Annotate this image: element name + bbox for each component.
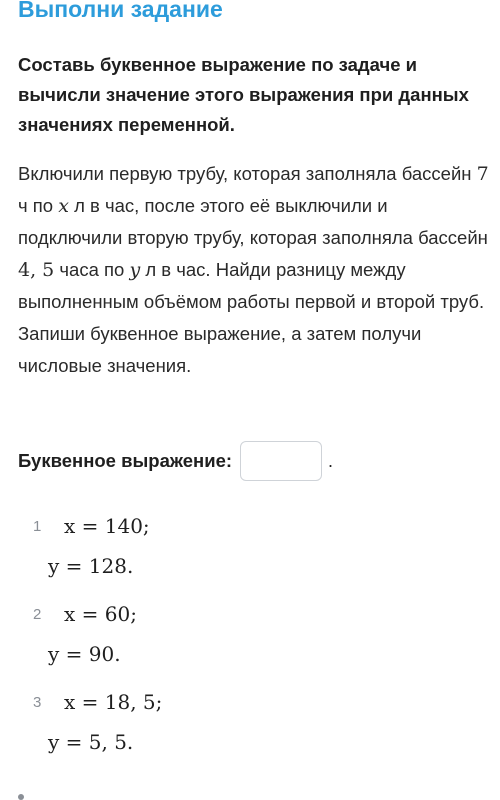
task-text-part: л в час. Найди разницу между выполненным объёмом работы первой и второй труб. Запиши буквенное выражение, а затем получи числовые значения. [18, 259, 485, 376]
option-number: 1 [33, 518, 42, 535]
expression-input[interactable] [240, 441, 322, 481]
option-y-value: y = 90. [48, 642, 121, 666]
page-title: Выполни задание [18, 0, 223, 22]
task-text-part: ч по [18, 195, 59, 216]
option-x-value: x = 60; [64, 602, 137, 626]
option-3[interactable] [0, 686, 500, 774]
option-2[interactable] [0, 598, 500, 686]
answer-trailing-dot: . [328, 450, 334, 471]
options-list [0, 510, 500, 774]
task-text-part: л в час, после этого её выключили и подключили вторую трубу, которая заполняла бассейн [18, 195, 488, 248]
task-math-hours-second: 4, 5 [18, 259, 55, 281]
task-math-hours-first: 7 [476, 163, 489, 185]
option-1[interactable] [0, 510, 500, 598]
option-number: 2 [33, 606, 42, 623]
answer-row [18, 438, 333, 484]
task-variable-y: y [129, 259, 141, 281]
option-number: 3 [33, 694, 42, 711]
task-heading: Составь буквенное выражение по задаче и вычисли значение этого выражения при данных значениях переменной. [18, 54, 469, 135]
option-x-value: x = 140; [64, 514, 150, 538]
task-text-part: Включили первую трубу, которая заполняла бассейн [18, 163, 477, 184]
option-y-value: y = 5, 5. [48, 730, 134, 754]
task-variable-x: x [58, 195, 69, 217]
option-x-value: x = 18, 5; [64, 690, 163, 714]
task-body [18, 158, 493, 382]
task-text-part: часа по [54, 259, 130, 280]
option-y-value: y = 128. [48, 554, 134, 578]
answer-label: Буквенное выражение: [18, 450, 233, 471]
next-option-marker [18, 794, 24, 800]
